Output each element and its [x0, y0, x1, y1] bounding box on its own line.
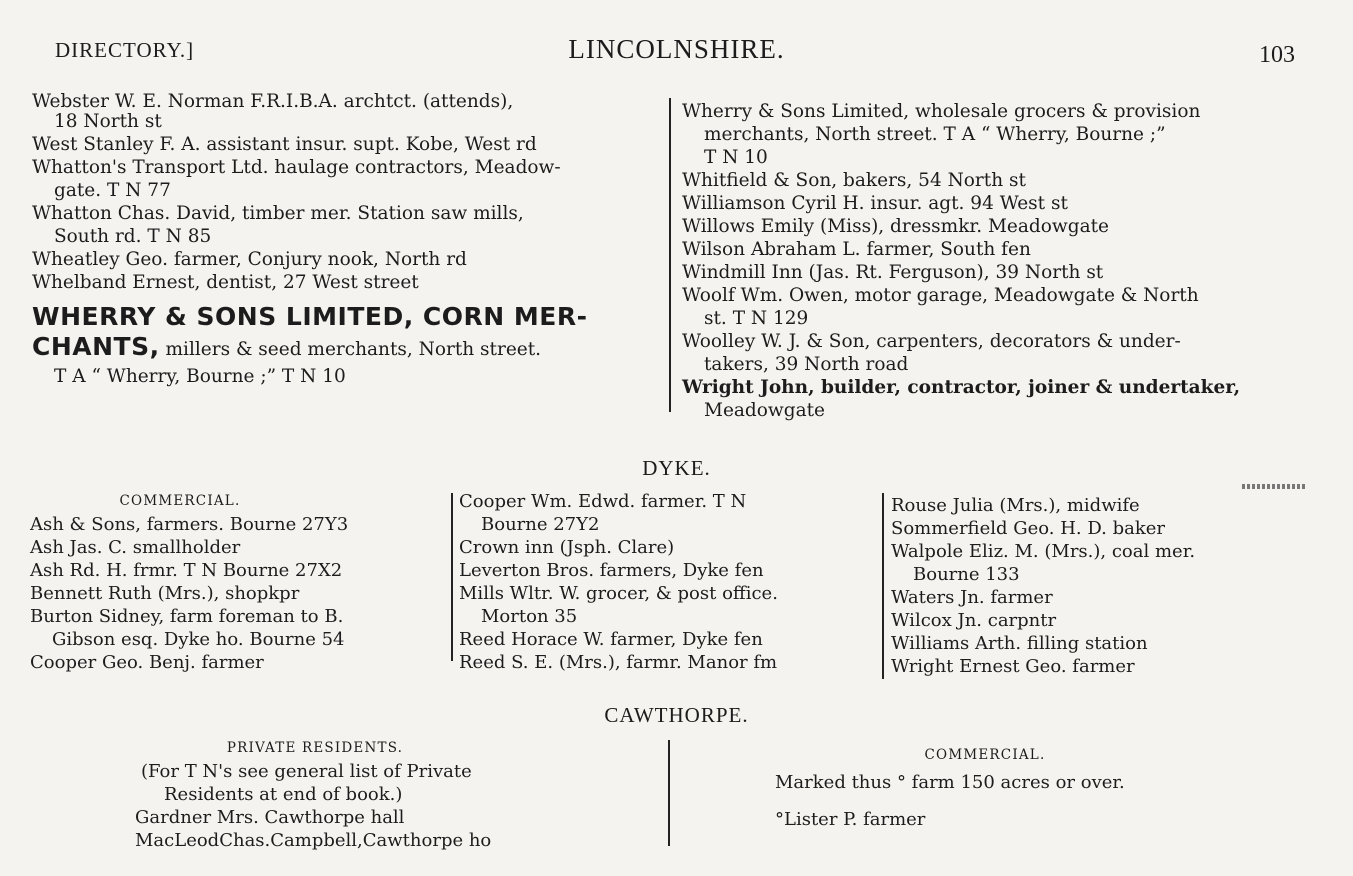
list-item: Wherry & Sons Limited, wholesale grocers & provision merchants, North street. T A “ Wherry, Bourne ;” T N 10: [682, 101, 1201, 168]
list-item: Ash Jas. C. smallholder: [30, 537, 241, 558]
dyke-subhead: COMMERCIAL.: [119, 493, 241, 509]
column-divider: [882, 493, 884, 679]
list-item: Wilcox Jn. carpntr: [891, 610, 1057, 631]
list-item: Walpole Eliz. M. (Mrs.), coal mer. Bourne 133: [891, 541, 1196, 585]
cawthorpe-commercial-subhead: COMMERCIAL.: [924, 747, 1046, 763]
list-item: Cooper Wm. Edwd. farmer. T N Bourne 27Y2: [459, 491, 747, 535]
list-item: Bennett Ruth (Mrs.), shopkpr: [30, 583, 300, 604]
page-number: 103: [1259, 42, 1295, 68]
list-item: °Lister P. farmer: [775, 809, 926, 830]
list-item: Gardner Mrs. Cawthorpe hall: [135, 807, 405, 828]
list-item: Whelband Ernest, dentist, 27 West street: [32, 272, 419, 293]
dyke-column-2: [459, 490, 879, 674]
list-item: Whitfield & Son, bakers, 54 North st: [682, 170, 1026, 191]
bourne-right-column: [682, 100, 1332, 422]
list-item: Woolley W. J. & Son, carpenters, decorators & under- takers, 39 North road: [682, 331, 1181, 375]
list-item: Sommerfield Geo. H. D. baker: [891, 518, 1166, 539]
dyke-column-1: [30, 490, 450, 674]
private-note: (For T N's see general list of Private: [141, 761, 472, 782]
private-residents-subhead: PRIVATE RESIDENTS.: [226, 740, 404, 756]
list-item: Rouse Julia (Mrs.), midwife: [891, 495, 1140, 516]
private-note: Residents at end of book.): [164, 784, 403, 805]
column-divider: [669, 98, 671, 412]
cawthorpe-private-column: [135, 737, 635, 852]
list-item: Mills Wltr. W. grocer, & post office. Morton 35: [459, 583, 778, 627]
list-item: Wheatley Geo. farmer, Conjury nook, North rd: [32, 249, 467, 270]
section-title-cawthorpe: CAWTHORPE.: [604, 703, 749, 727]
list-item: Reed Horace W. farmer, Dyke fen: [459, 629, 763, 650]
list-item: Whatton Chas. David, timber mer. Station saw mills, South rd. T N 85: [32, 203, 524, 247]
list-item: Woolf Wm. Owen, motor garage, Meadowgate & North st. T N 129: [682, 285, 1199, 329]
list-item: Windmill Inn (Jas. Rt. Ferguson), 39 North st: [682, 262, 1104, 283]
list-item: Leverton Bros. farmers, Dyke fen: [459, 560, 764, 581]
list-item: Willows Emily (Miss), dressmkr. Meadowgate: [682, 216, 1109, 237]
list-item: Burton Sidney, farm foreman to B. Gibson esq. Dyke ho. Bourne 54: [30, 606, 345, 650]
marked-note: Marked thus ° farm 150 acres or over.: [775, 772, 1125, 793]
list-item: West Stanley F. A. assistant insur. supt. Kobe, West rd: [32, 134, 537, 155]
list-item: Wright Ernest Geo. farmer: [891, 656, 1135, 677]
wherry-advert: [32, 302, 662, 388]
cawthorpe-commercial-column: [775, 744, 1295, 831]
advert-line-3: T A “ Wherry, Bourne ;” T N 10: [54, 366, 346, 387]
dyke-column-3: [891, 494, 1331, 678]
list-item: Williams Arth. filling station: [891, 633, 1148, 654]
list-item: Whatton's Transport Ltd. haulage contractors, Meadow- gate. T N 77: [32, 157, 561, 201]
list-item: Williamson Cyril H. insur. agt. 94 West st: [682, 193, 1068, 214]
list-item: Reed S. E. (Mrs.), farmr. Manor fm: [459, 652, 778, 673]
list-item: Cooper Geo. Benj. farmer: [30, 652, 264, 673]
advert-line-2: CHANTS, millers & seed merchants, North street.: [32, 332, 542, 361]
list-item: Wilson Abraham L. farmer, South fen: [682, 239, 1031, 260]
section-title-dyke: DYKE.: [642, 456, 711, 480]
list-item: Waters Jn. farmer: [891, 587, 1053, 608]
column-divider: [668, 740, 670, 846]
bourne-left-column: [32, 90, 662, 388]
running-head-county: LINCOLNSHIRE.: [568, 34, 785, 64]
list-item: Wright John, builder, contractor, joiner & undertaker, Meadowgate: [682, 377, 1241, 421]
column-divider: [451, 493, 453, 661]
list-item: Ash & Sons, farmers. Bourne 27Y3: [30, 514, 349, 535]
list-item: MacLeodChas.Campbell,Cawthorpe ho: [135, 830, 492, 851]
running-head-left: DIRECTORY.]: [55, 38, 195, 62]
list-item: Webster W. E. Norman F.R.I.B.A. archtct. (attends), 18 North st: [32, 91, 514, 132]
advert-line-1: WHERRY & SONS LIMITED, CORN MER-: [32, 302, 588, 331]
list-item: Crown inn (Jsph. Clare): [459, 537, 675, 558]
print-mark: [1242, 484, 1306, 489]
list-item: Ash Rd. H. frmr. T N Bourne 27X2: [30, 560, 343, 581]
